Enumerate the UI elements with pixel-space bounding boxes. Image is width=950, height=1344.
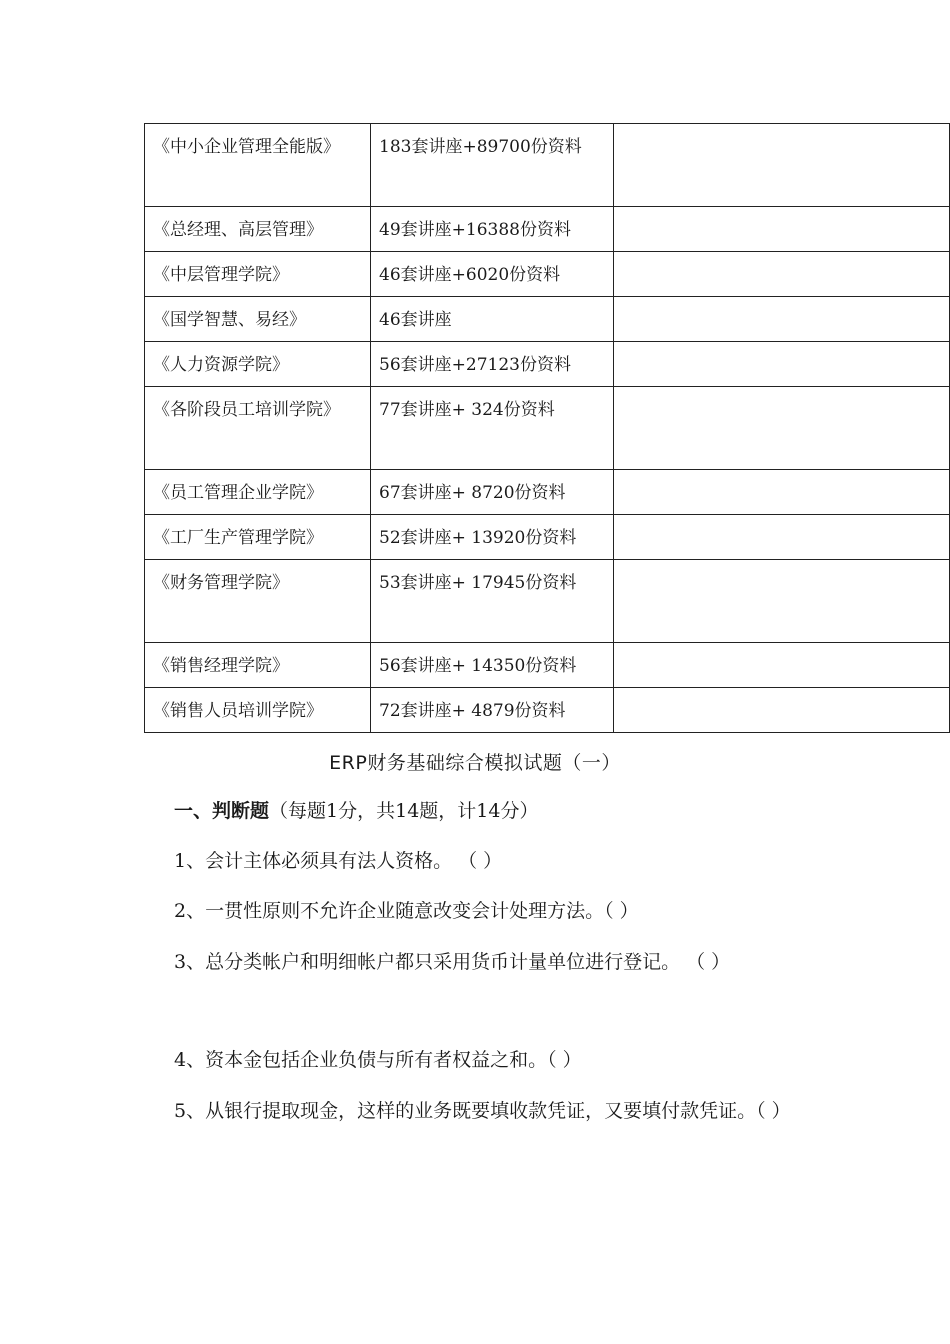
course-name-cell: 《销售人员培训学院》	[145, 688, 371, 733]
table-row	[145, 643, 950, 688]
table-row	[145, 124, 950, 207]
course-name-cell: 《工厂生产管理学院》	[145, 515, 371, 560]
table-row	[145, 252, 950, 297]
course-content-cell: 52套讲座+ 13920份资料	[371, 515, 614, 560]
table-row	[145, 560, 950, 643]
course-name-cell: 《销售经理学院》	[145, 643, 371, 688]
section-label: 一、判断题	[174, 800, 270, 822]
course-note-cell	[614, 515, 950, 560]
course-content-cell: 53套讲座+ 17945份资料	[371, 560, 614, 643]
course-note-cell	[614, 342, 950, 387]
course-note-cell	[614, 688, 950, 733]
course-catalog-table	[144, 123, 950, 733]
course-name-cell: 《各阶段员工培训学院》	[145, 387, 371, 470]
question-item: 3、总分类帐户和明细帐户都只采用货币计量单位进行登记。 （ ）	[174, 951, 731, 973]
course-note-cell	[614, 470, 950, 515]
section-heading	[144, 796, 804, 826]
course-name-cell: 《总经理、高层管理》	[145, 207, 371, 252]
course-note-cell	[614, 297, 950, 342]
course-note-cell	[614, 252, 950, 297]
table-row	[145, 297, 950, 342]
course-name-cell: 《国学智慧、易经》	[145, 297, 371, 342]
section-scoring-note: （每题1分，共14题，计14分）	[269, 800, 539, 822]
course-content-cell: 56套讲座+27123份资料	[371, 342, 614, 387]
question-item: 1、会计主体必须具有法人资格。 （ ）	[174, 850, 503, 872]
course-name-cell: 《人力资源学院》	[145, 342, 371, 387]
course-content-cell: 56套讲座+ 14350份资料	[371, 643, 614, 688]
course-note-cell	[614, 387, 950, 470]
table-row	[145, 688, 950, 733]
course-content-cell: 72套讲座+ 4879份资料	[371, 688, 614, 733]
course-content-cell: 77套讲座+ 324份资料	[371, 387, 614, 470]
course-name-cell: 《中小企业管理全能版》	[145, 124, 371, 207]
table-row	[145, 387, 950, 470]
course-note-cell	[614, 207, 950, 252]
course-name-cell: 《中层管理学院》	[145, 252, 371, 297]
table-row	[145, 515, 950, 560]
course-content-cell: 46套讲座	[371, 297, 614, 342]
course-note-cell	[614, 124, 950, 207]
course-content-cell: 67套讲座+ 8720份资料	[371, 470, 614, 515]
table-row	[145, 207, 950, 252]
question-item: 2、一贯性原则不允许企业随意改变会计处理方法。（ ）	[174, 900, 639, 922]
course-name-cell: 《员工管理企业学院》	[145, 470, 371, 515]
course-note-cell	[614, 560, 950, 643]
course-content-cell: 183套讲座+89700份资料	[371, 124, 614, 207]
course-name-cell: 《财务管理学院》	[145, 560, 371, 643]
table-row	[145, 470, 950, 515]
course-note-cell	[614, 643, 950, 688]
course-content-cell: 46套讲座+6020份资料	[371, 252, 614, 297]
question-item: 5、从银行提取现金，这样的业务既要填收款凭证，又要填付款凭证。（ ）	[174, 1100, 791, 1122]
table-row	[145, 342, 950, 387]
exam-title: ERP财务基础综合模拟试题（一）	[329, 752, 621, 774]
question-item: 4、资本金包括企业负债与所有者权益之和。（ ）	[174, 1049, 582, 1071]
course-content-cell: 49套讲座+16388份资料	[371, 207, 614, 252]
